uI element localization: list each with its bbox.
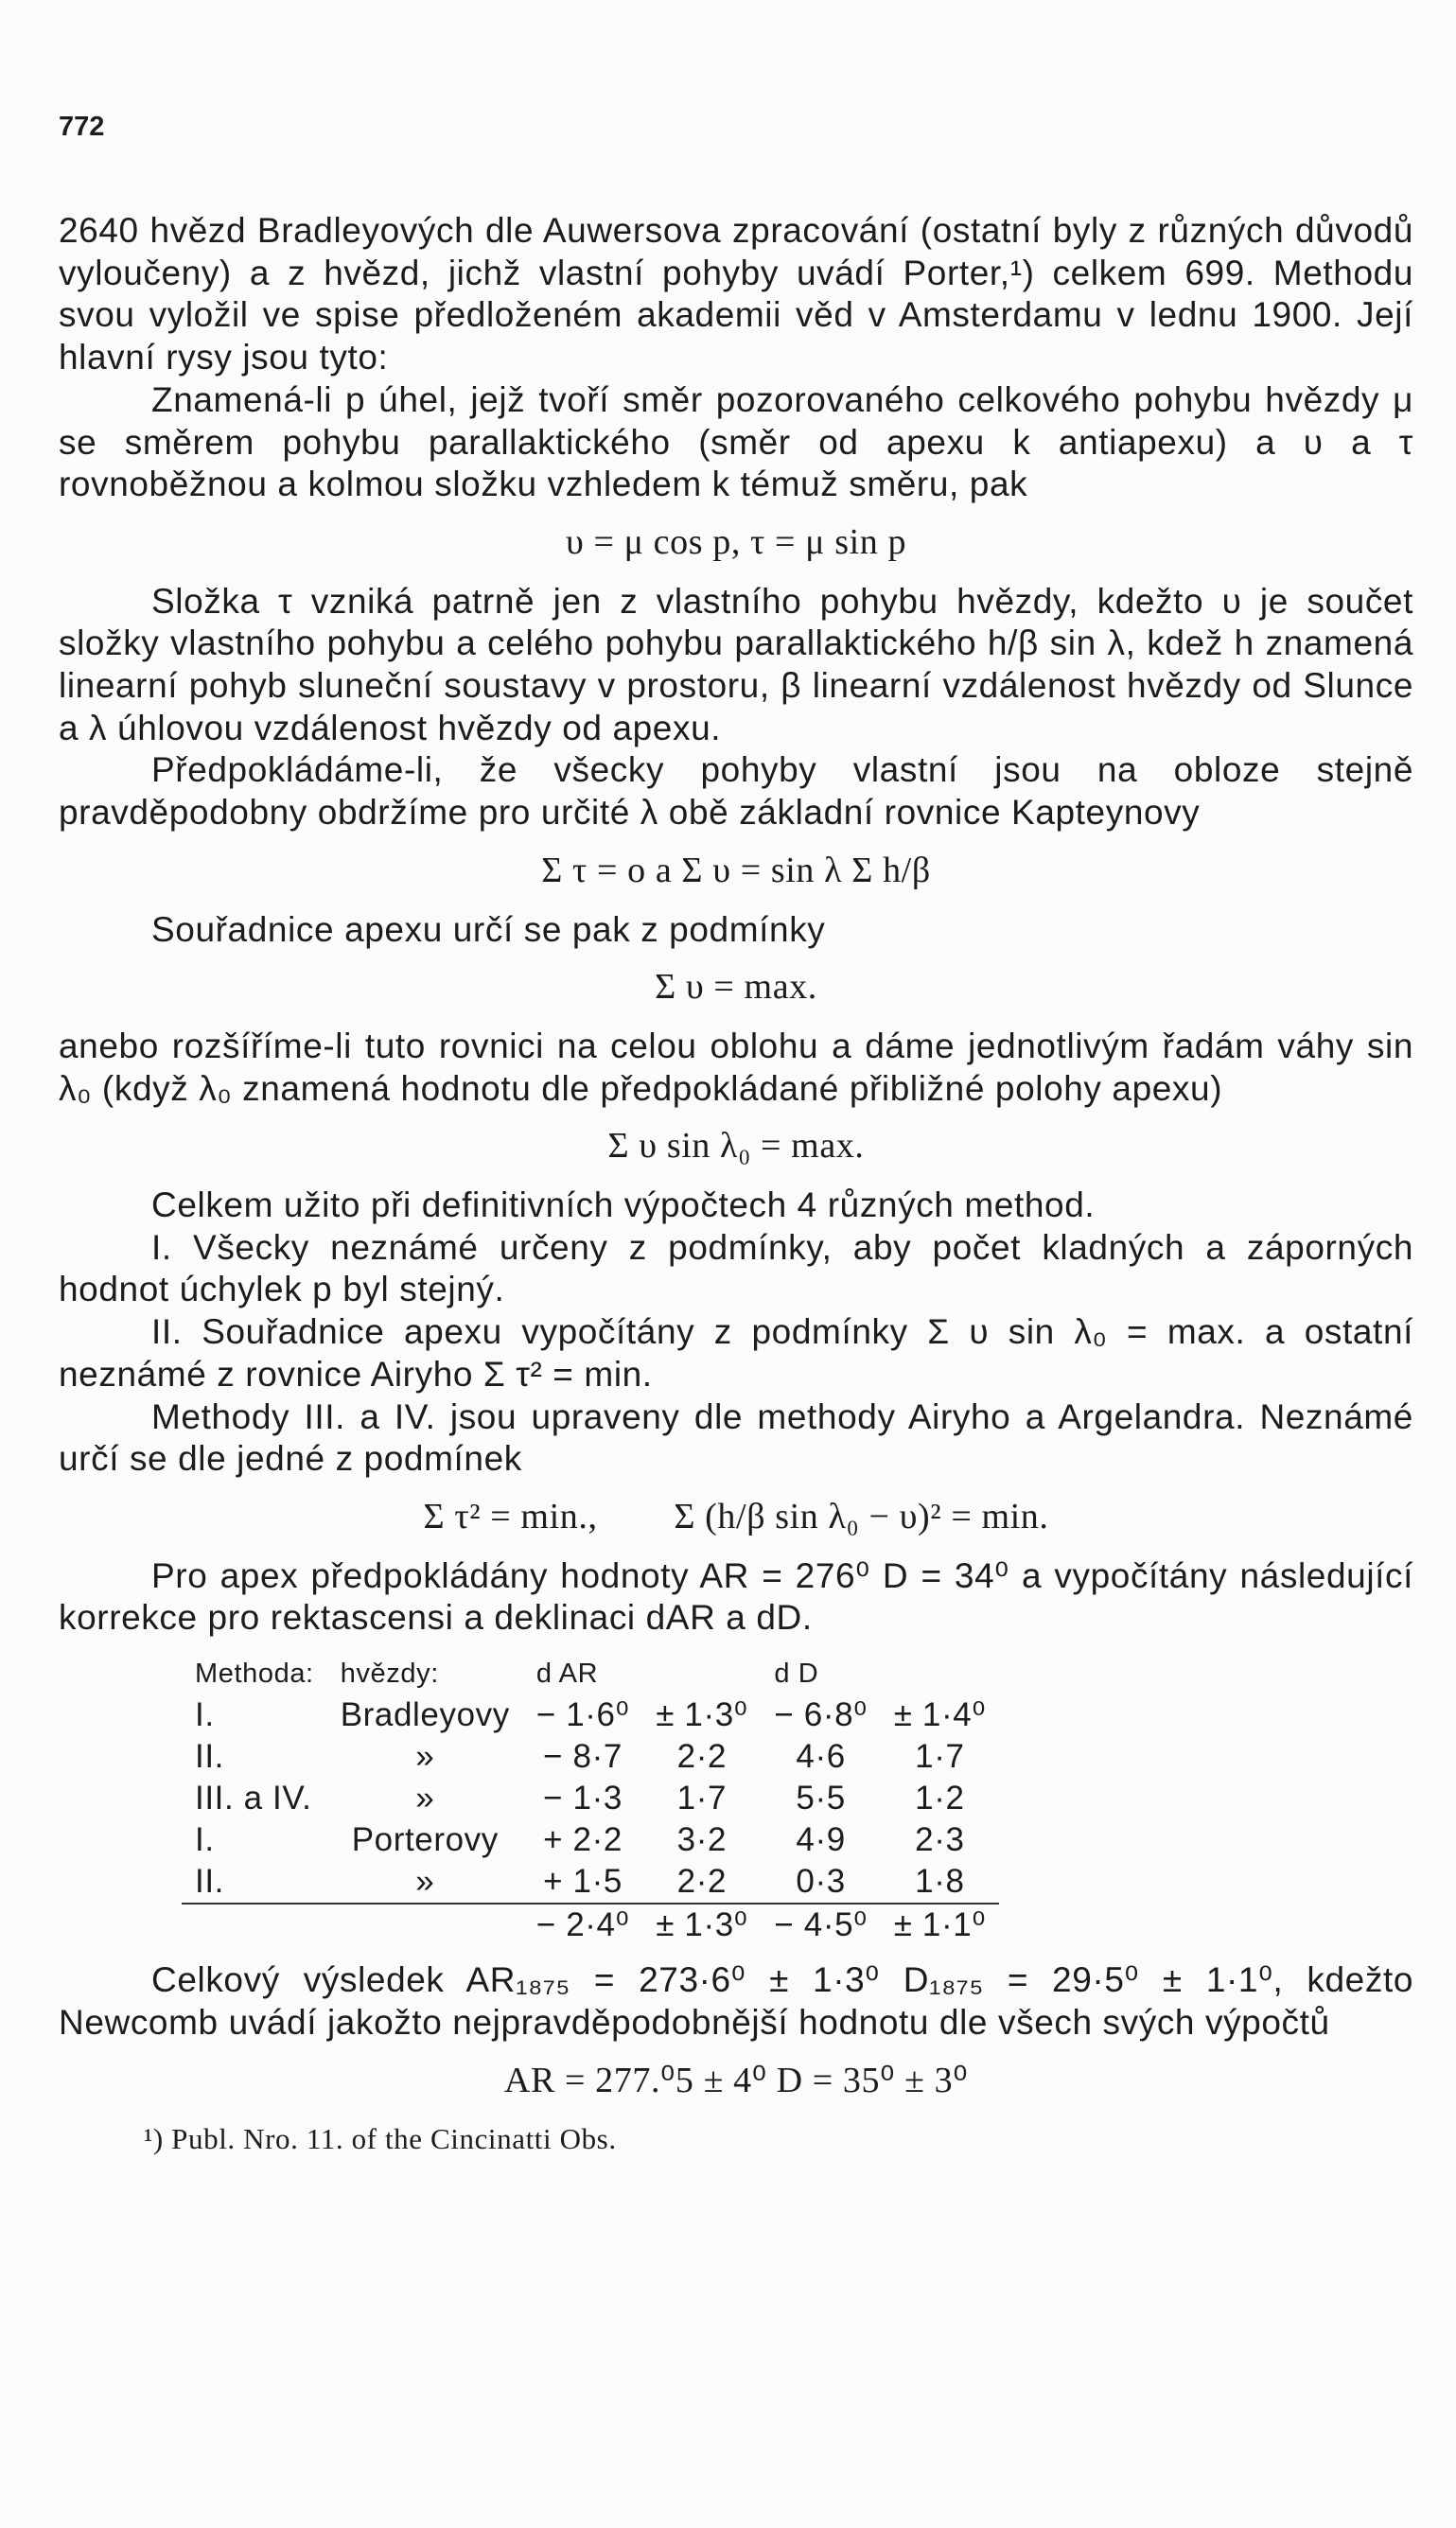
table-cell: 2·2: [676, 1863, 728, 1901]
table-cell: ± 1·3⁰: [656, 1696, 748, 1734]
table-row: [182, 1736, 999, 1778]
equation-airy-2: Σ (h/β sin λ₀ − υ)² = min.: [674, 1496, 1049, 1536]
table-cell: 5·5: [796, 1780, 846, 1817]
table-header-row: [182, 1653, 999, 1694]
table-cell: 4·9: [796, 1821, 846, 1859]
paragraph-methods: Celkem užito při definitivních výpočtech 4 různých method.: [151, 1185, 1096, 1225]
table-cell: [327, 1904, 523, 1946]
paragraph-weights: anebo rozšíříme-li tuto rovnici na celou oblohu a dáme jednotlivým řadám váhy sin λ₀ (když λ₀ znamená hodnotu dle předpokládané přibližné polohy apexu): [59, 1026, 1413, 1108]
table-cell: »: [415, 1780, 435, 1817]
table-cell: Porterovy: [351, 1821, 499, 1859]
equation-airy-1: Σ τ² = min.,: [423, 1496, 598, 1536]
table-cell: − 4·5⁰: [761, 1904, 880, 1946]
equation-apex-condition: Σ υ = max.: [655, 967, 817, 1008]
table-cell: − 8·7: [543, 1738, 623, 1776]
table-cell: II.: [195, 1863, 224, 1901]
table-cell: ± 1·3⁰: [642, 1904, 761, 1946]
equation-weighted: Σ υ sin λ₀ = max.: [607, 1126, 865, 1167]
table-cell: − 1·3: [543, 1780, 623, 1817]
paragraph-corrections: Pro apex předpokládány hodnoty AR = 276⁰ D = 34⁰ a vypočítány následující korrekce pro rektascensi a deklinaci dAR a dD.: [59, 1555, 1413, 1638]
table-cell: Bradleyovy: [340, 1696, 510, 1734]
equation-newcomb: AR = 277.⁰5 ± 4⁰ D = 35⁰ ± 3⁰: [503, 2060, 969, 2100]
table-cell: »: [415, 1738, 435, 1776]
table-cell: + 1·5: [543, 1863, 623, 1901]
table-header: Methoda:: [195, 1659, 314, 1690]
table-cell: 0·3: [796, 1863, 846, 1901]
table-row: [182, 1778, 999, 1819]
paragraph-intro: 2640 hvězd Bradleyových dle Auwersova zpracování (ostatní byly z různých důvodů vyloučeny) a z hvězd, jichž vlastní pohyby uvádí Porter,¹) celkem 699. Methodu svou vyložil ve spise předloženém akademii věd v Amsterdamu v lednu 1900. Její hlavní rysy jsou tyto:: [59, 211, 1413, 377]
table-cell: − 1·6⁰: [535, 1696, 630, 1734]
corrections-table: [182, 1653, 999, 1946]
table-cell: + 2·2: [543, 1821, 623, 1859]
table-cell: 1·7: [915, 1738, 965, 1776]
table-cell: 3·2: [676, 1821, 728, 1859]
table-row: [182, 1861, 999, 1904]
paragraph-apex: Souřadnice apexu určí se pak z podmínky: [151, 909, 826, 949]
table-cell: 1·2: [915, 1780, 965, 1817]
equation-kapteyn: Σ τ = o a Σ υ = sin λ Σ h/β: [541, 850, 931, 890]
paragraph-method-3-4: Methody III. a IV. jsou upraveny dle methody Airyho a Argelandra. Neznámé určí se dle jedné z podmínek: [59, 1396, 1413, 1479]
table-cell: 2·2: [676, 1738, 728, 1776]
paragraph-definition: Znamená-li p úhel, jejž tvoří směr pozorovaného celkového pohybu hvězdy μ se směrem pohybu parallaktického (směr od apexu k antiapexu) a υ a τ rovnoběžnou a kolmou složku vzhledem k témuž směru, pak: [59, 379, 1413, 504]
paragraph-assumption: Předpokládáme-li, že všecky pohyby vlastní jsou na obloze stejně pravděpodobny obdržíme pro určité λ obě základní rovnice Kapteynovy: [59, 750, 1413, 833]
paragraph-components: Složka τ vzniká patrně jen z vlastního pohybu hvězdy, kdežto υ je součet složky vlastního pohybu a celého pohybu parallaktického h/β sin λ, kdež h znamená linearní pohyb sluneční soustavy v prostoru, β linearní vzdálenost hvězdy od Slunce a λ úhlovou vzdálenost hvězdy od apexu.: [59, 581, 1413, 747]
table-cell: ± 1·4⁰: [893, 1696, 986, 1734]
table-summary-row: [182, 1904, 999, 1946]
paragraph-result: Celkový výsledek AR₁₈₇₅ = 273·6⁰ ± 1·3⁰ D₁₈₇₅ = 29·5⁰ ± 1·1⁰, kdežto Newcomb uvádí jakožto nejpravděpodobnější hodnotu dle všech svých výpočtů: [59, 1960, 1413, 2042]
equation-components: υ = μ cos p, τ = μ sin p: [565, 521, 907, 562]
table-cell: 1·8: [915, 1863, 965, 1901]
paragraph-method-1: I. Všecky neznámé určeny z podmínky, aby počet kladných a záporných hodnot úchylek p byl stejný.: [59, 1227, 1413, 1309]
table-cell: [182, 1904, 327, 1946]
table-row: [182, 1694, 999, 1736]
table-cell: 4·6: [796, 1738, 846, 1776]
table-cell: »: [415, 1863, 435, 1901]
table-cell: 1·7: [676, 1780, 728, 1817]
table-header: d D: [774, 1659, 819, 1690]
table-header: hvězdy:: [340, 1659, 439, 1690]
table-header: [881, 1653, 999, 1694]
equation-airy: [59, 1496, 1413, 1538]
paragraph-method-2: II. Souřadnice apexu vypočítány z podmínky Σ υ sin λ₀ = max. a ostatní neznámé z rovnice Airyho Σ τ² = min.: [59, 1312, 1413, 1394]
table-cell: − 2·4⁰: [523, 1904, 642, 1946]
footnote: ¹) Publ. Nro. 11. of the Cincinatti Obs.: [144, 2122, 617, 2156]
table-cell: I.: [195, 1696, 215, 1734]
table-header: [642, 1653, 761, 1694]
table-cell: II.: [195, 1738, 224, 1776]
table-cell: ± 1·1⁰: [881, 1904, 999, 1946]
table-cell: III. a IV.: [195, 1780, 312, 1817]
table-cell: I.: [195, 1821, 215, 1859]
page-number: 772: [59, 112, 105, 142]
table-cell: − 6·8⁰: [774, 1696, 868, 1734]
page-body: [59, 210, 1413, 2161]
table-header: d AR: [535, 1659, 599, 1690]
table-cell: 2·3: [915, 1821, 965, 1859]
table-row: [182, 1819, 999, 1861]
